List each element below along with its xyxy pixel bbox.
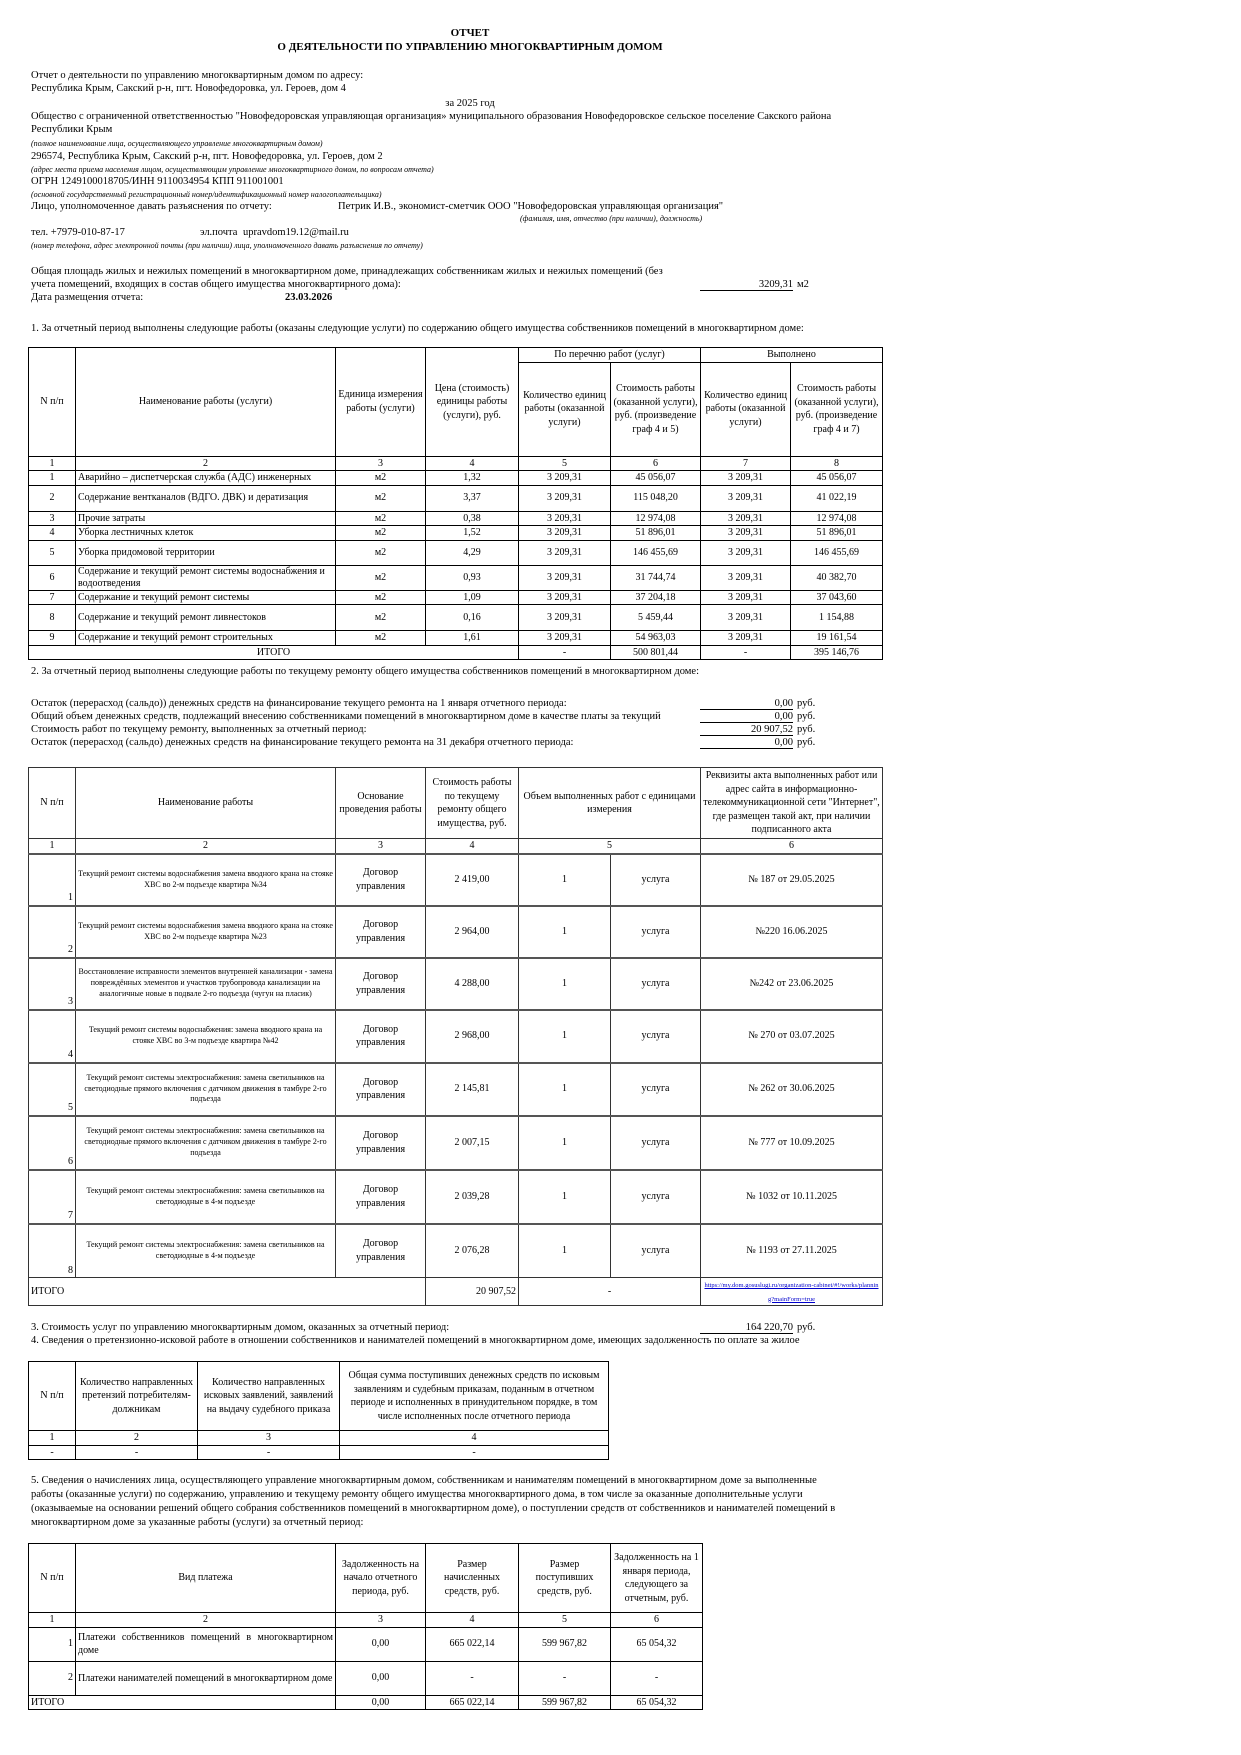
act-details: № 262 от 30.06.2025 [701,1063,883,1116]
unit: м2 [336,485,426,511]
row-number: 8 [29,1224,76,1278]
row-number: 2 [29,485,76,511]
work-name: Текущий ремонт системы электроснабжения: замена светильников на светодиодные прямого включения с датчиком движения в тамбуре 2-го подъезда [76,1116,336,1170]
work-name: Содержание и текущий ремонт ливнестоков [76,605,336,631]
cost-plan: 5 459,44 [611,605,701,631]
work-basis: Договор управления [336,1116,426,1170]
act-details: №242 от 23.06.2025 [701,958,883,1010]
work-name: Прочие затраты [76,511,336,526]
qty-done: 3 209,31 [701,471,791,486]
work-qty: 1 [519,1224,611,1278]
balance-end-value: 0,00 [700,737,793,749]
org-registration-note: (основной государственный регистрационный номер/идентификационный номер налогоплательщика) [31,190,382,199]
total-due-value: 0,00 [700,711,793,723]
unit: м2 [336,605,426,631]
debt-start: 0,00 [336,1627,426,1661]
total-cost: 20 907,52 [426,1278,519,1306]
act-details: № 270 от 03.07.2025 [701,1010,883,1063]
qty-done: 3 209,31 [701,526,791,541]
cost-done: 12 974,08 [791,511,883,526]
contact-note: (номер телефона, адрес электронной почты (при наличии) лица, уполномоченного давать разъяснения по отчету) [31,241,423,250]
act-details: № 1193 от 27.11.2025 [701,1224,883,1278]
col-num: 3 [336,1613,426,1628]
column-number-row [29,839,883,854]
work-qty: 1 [519,906,611,958]
section5-heading-cont: (оказываемые на основании решений общего собрания собственников помещений в многоквартирном доме), о поступлении средств от собственников и нанимателей помещений в [31,1503,836,1514]
act-details: № 187 от 29.05.2025 [701,854,883,906]
row-number: 8 [29,605,76,631]
cost-done: 41 022,19 [791,485,883,511]
col-header-cost: Стоимость работы по текущему ремонту общего имущества, руб. [426,768,519,839]
cost-done: 45 056,07 [791,471,883,486]
cost-done: 51 896,01 [791,526,883,541]
price: 0,93 [426,565,519,590]
debt-end: - [611,1661,703,1695]
price: 0,38 [426,511,519,526]
col-header-price: Цена (стоимость) единицы работы (услуги), руб. [426,348,519,457]
work-qty: 1 [519,854,611,906]
date-value: 23.03.2026 [285,292,333,303]
col-num: 5 [519,456,611,471]
total-qty-plan: - [519,645,611,660]
table-row [29,1170,883,1224]
cell: - [29,1445,76,1460]
act-details: № 1032 от 10.11.2025 [701,1170,883,1224]
col-num: 7 [701,456,791,471]
qty-plan: 3 209,31 [519,526,611,541]
work-basis: Договор управления [336,1170,426,1224]
table-row [29,485,883,511]
col-num: 4 [426,1613,519,1628]
work-qty: 1 [519,1116,611,1170]
work-qty: 1 [519,1170,611,1224]
col-header-n: N п/п [29,1362,76,1431]
table-row [29,526,883,541]
org-name: Общество с ограниченной ответственностью "Новофедоровская управляющая организация» муниципального образования Новофедоровское сельское поселение Сакского района [31,111,832,122]
row-number: 2 [29,1661,76,1695]
qty-plan: 3 209,31 [519,631,611,646]
col-num: 2 [76,1431,198,1446]
price: 3,37 [426,485,519,511]
cost-plan: 54 963,03 [611,631,701,646]
col-num: 6 [701,839,883,854]
row-number: 9 [29,631,76,646]
current-repair-table [28,767,883,1306]
row-number: 1 [29,1627,76,1661]
work-basis: Договор управления [336,854,426,906]
work-name: Содержание и текущий ремонт системы [76,590,336,605]
qty-done: 3 209,31 [701,605,791,631]
col-header-volume: Объем выполненных работ с единицами измерения [519,768,701,839]
col-num: 2 [76,1613,336,1628]
table-row [29,540,883,565]
cost-plan: 146 455,69 [611,540,701,565]
act-details: №220 16.06.2025 [701,906,883,958]
area-unit: м2 [797,279,809,290]
cost-plan: 115 048,20 [611,485,701,511]
debt-start: 0,00 [336,1661,426,1695]
total-label: ИТОГО [29,1695,336,1710]
table-row [29,854,883,906]
qty-plan: 3 209,31 [519,565,611,590]
repair-cost-value: 20 907,52 [700,724,793,736]
work-name: Содержание и текущий ремонт системы водоснабжения и водоотведения [76,565,336,590]
cost-plan: 37 204,18 [611,590,701,605]
section5-heading: 5. Сведения о начислениях лица, осуществляющего управление многоквартирным домом, собственникам и нанимателям помещений в многоквартирном доме за выполненные [31,1475,817,1486]
work-cost: 2 007,15 [426,1116,519,1170]
col-header-lawsuits: Количество направленных исковых заявлений, заявлений на выдачу судебного приказа [198,1362,340,1431]
col-header-unit: Единица измерения работы (услуги) [336,348,426,457]
table-row [29,1010,883,1063]
balance-start-value: 0,00 [700,698,793,710]
table-row [29,1063,883,1116]
cell: - [198,1445,340,1460]
unit: м2 [336,565,426,590]
work-unit: услуга [611,1010,701,1063]
responsible-note: (фамилия, имя, отчество (при наличии), должность) [520,214,703,223]
work-name: Уборка придомовой территории [76,540,336,565]
work-basis: Договор управления [336,1063,426,1116]
unit: м2 [336,540,426,565]
phone: тел. +7979-010-87-17 [31,227,125,238]
cost-done: 40 382,70 [791,565,883,590]
table-row [29,1661,703,1695]
management-cost-value: 164 220,70 [700,1322,793,1334]
table-row [29,906,883,958]
cost-done: 37 043,60 [791,590,883,605]
qty-done: 3 209,31 [701,565,791,590]
total-row [29,645,883,660]
total-row [29,1278,883,1306]
work-cost: 2 039,28 [426,1170,519,1224]
total-debt-start: 0,00 [336,1695,426,1710]
col-num: 3 [336,456,426,471]
total-due-label: Общий объем денежных средств, подлежащий внесению собственниками помещений в многоквартирном доме в качестве платы за текущий [31,711,661,722]
total-due-unit: руб. [797,711,816,722]
table-row [29,1224,883,1278]
work-name: Уборка лестничных клеток [76,526,336,541]
col-num: 1 [29,1431,76,1446]
work-name: Текущий ремонт системы электроснабжения: замена светильников на светодиодные прямого включения с датчиком движения в тамбуре 2-го подъезда [76,1063,336,1116]
column-number-row [29,456,883,471]
row-number: 1 [29,471,76,486]
report-period: за 2025 год [445,98,495,109]
col-header-recovered: Общая сумма поступивших денежных средств по исковым заявлениям и судебным приказам, поданным в отчетном периоде и исполненных в принудительном порядке, в том числе исполненных после отчетного периода [340,1362,609,1431]
col-header-n: N п/п [29,768,76,839]
work-basis: Договор управления [336,1224,426,1278]
col-num: 4 [426,839,519,854]
total-charged: 665 022,14 [426,1695,519,1710]
col-num: 4 [340,1431,609,1446]
col-header-basis: Основание проведения работы [336,768,426,839]
total-cost-done: 395 146,76 [791,645,883,660]
row-number: 4 [29,1010,76,1063]
work-basis: Договор управления [336,958,426,1010]
col-num: 1 [29,1613,76,1628]
maintenance-works-table [28,347,883,660]
org-name-note: (полное наименование лица, осуществляющего управление многоквартирным домом) [31,139,323,148]
col-num: 6 [611,1613,703,1628]
total-qty-done: - [701,645,791,660]
table-row [29,565,883,590]
col-header-payment-type: Вид платежа [76,1544,336,1613]
work-name: Текущий ремонт системы водоснабжения: замена вводного крана на стояке ХВС во 3-м подъезде квартира №42 [76,1010,336,1063]
cell: - [340,1445,609,1460]
table-row [29,605,883,631]
col-header-name: Наименование работы (услуги) [76,348,336,457]
house-address: Республика Крым, Сакский р-н, пгт. Новофедоровка, ул. Героев, дом 4 [31,83,346,94]
price: 0,16 [426,605,519,631]
qty-plan: 3 209,31 [519,540,611,565]
work-name: Восстановление исправности элементов внутренней канализации - замена повреждённых элементов и участков трубопровода канализации на аналогичные новые в подвале 2-го подъезда (чугун на пласик) [76,958,336,1010]
org-address: 296574, Республика Крым, Сакский р-н, пгт. Новофедоровка, ул. Героев, дом 2 [31,151,383,162]
col-num: 2 [76,839,336,854]
col-header-n: N п/п [29,348,76,457]
col-header-received: Размер поступивших средств, руб. [519,1544,611,1613]
section2-heading: 2. За отчетный период выполнены следующие работы по текущему ремонту общего имущества собственников помещений в многоквартирном доме: [31,666,700,677]
cost-done: 19 161,54 [791,631,883,646]
work-basis: Договор управления [336,906,426,958]
total-label: ИТОГО [29,645,519,660]
section5-heading-cont: работы (оказанные услуги) по содержанию, управлению и текущему ремонту общего имущества многоквартирного дома, в том числе за оказанные дополнительные услуги [31,1489,803,1500]
org-address-note: (адрес места приема населения лицом, осуществляющим управление многоквартирного домом, по вопросам отчета) [31,165,434,174]
col-header-claims: Количество направленных претензий потребителям-должникам [76,1362,198,1431]
table-row [29,958,883,1010]
qty-plan: 3 209,31 [519,471,611,486]
work-name: Содержание вентканалов (ВДГО. ДВК) и дератизация [76,485,336,511]
qty-done: 3 209,31 [701,590,791,605]
work-unit: услуга [611,958,701,1010]
section5-heading-cont: многоквартирном доме за указанные работы (услуги) за отчетный период: [31,1517,364,1528]
cost-plan: 31 744,74 [611,565,701,590]
col-num: 3 [336,839,426,854]
column-number-row [29,1613,703,1628]
management-cost-unit: руб. [797,1322,816,1333]
unit: м2 [336,511,426,526]
repair-cost-unit: руб. [797,724,816,735]
balance-end-label: Остаток (перерасход (сальдо) денежных средств на финансирование текущего ремонта на 31 декабря отчетного периода: [31,737,574,748]
col-header-act: Реквизиты акта выполненных работ или адрес сайта в информационно-телекоммуникационной сети "Интернет", где размещен такой акт, при наличии подписанного акта [701,768,883,839]
cost-plan: 45 056,07 [611,471,701,486]
unit: м2 [336,590,426,605]
cost-plan: 51 896,01 [611,526,701,541]
col-header-name: Наименование работы [76,768,336,839]
responsible-label: Лицо, уполномоченное давать разъяснения по отчету: [31,201,272,212]
col-num: 5 [519,839,701,854]
work-cost: 2 419,00 [426,854,519,906]
act-details: № 777 от 10.09.2025 [701,1116,883,1170]
col-header-n: N п/п [29,1544,76,1613]
work-qty: 1 [519,958,611,1010]
row-number: 5 [29,540,76,565]
payment-type: Платежи собственников помещений в многоквартирном доме [76,1627,336,1661]
work-unit: услуга [611,906,701,958]
work-name: Текущий ремонт системы электроснабжения: замена светильников на светодиодные в 4-м подъезде [76,1224,336,1278]
work-name: Содержание и текущий ремонт строительных [76,631,336,646]
section1-heading: 1. За отчетный период выполнены следующие работы (оказаны следующие услуги) по содержанию общего имущества собственников помещений в многоквартирном доме: [31,323,804,334]
area-value: 3209,31 [700,279,793,291]
work-unit: услуга [611,854,701,906]
unit: м2 [336,526,426,541]
date-label: Дата размещения отчета: [31,292,144,303]
area-text: Общая площадь жилых и нежилых помещений в многоквартирном доме, принадлежащих собственникам жилых и нежилых помещений (без [31,266,663,277]
repair-cost-label: Стоимость работ по текущему ремонту, выполненных за отчетный период: [31,724,367,735]
table-row [29,471,883,486]
price: 4,29 [426,540,519,565]
col-num: 5 [519,1613,611,1628]
table-row [29,1445,609,1460]
work-unit: услуга [611,1224,701,1278]
col-header-cost-done: Стоимость работы (оказанной услуги), руб. (произведение граф 4 и 7) [791,362,883,456]
cell: - [76,1445,198,1460]
report-subtitle: О ДЕЯТЕЛЬНОСТИ ПО УПРАВЛЕНИЮ МНОГОКВАРТИРНЫМ ДОМОМ [277,41,663,53]
total-label: ИТОГО [29,1278,426,1306]
cost-done: 146 455,69 [791,540,883,565]
col-num: 4 [426,456,519,471]
price: 1,32 [426,471,519,486]
group-header-plan: По перечню работ (услуг) [519,348,701,363]
work-cost: 2 145,81 [426,1063,519,1116]
work-unit: услуга [611,1116,701,1170]
section4-heading: 4. Сведения о претензионно-исковой работе в отношении собственников и нанимателей помещений в многоквартирном доме, имеющих задолженность по оплате за жилое [31,1335,800,1346]
col-header-qty-done: Количество единиц работы (оказанной услуги) [701,362,791,456]
qty-done: 3 209,31 [701,485,791,511]
charged: - [426,1661,519,1695]
qty-done: 3 209,31 [701,540,791,565]
work-cost: 2 964,00 [426,906,519,958]
group-header-done: Выполнено [701,348,883,363]
org-registration: ОГРН 1249100018705/ИНН 9110034954 КПП 911001001 [31,176,284,187]
col-num: 8 [791,456,883,471]
area-text-cont: учета помещений, входящих в состав общего имущества многоквартирного дома): [31,279,401,290]
cost-done: 1 154,88 [791,605,883,631]
total-cost-plan: 500 801,44 [611,645,701,660]
total-qty: - [519,1278,701,1306]
col-num: 6 [611,456,701,471]
total-received: 599 967,82 [519,1695,611,1710]
row-number: 4 [29,526,76,541]
gis-zhkh-link[interactable]: https://my.dom.gosuslugi.ru/organization-cabinet/#!/works/planning?mainForm=true [704,1282,879,1303]
price: 1,61 [426,631,519,646]
payments-table [28,1543,703,1710]
row-number: 3 [29,958,76,1010]
col-header-debt-start: Задолженность на начало отчетного периода, руб. [336,1544,426,1613]
col-header-charged: Размер начисленных средств, руб. [426,1544,519,1613]
row-number: 2 [29,906,76,958]
work-name: Аварийно – диспетчерская служба (АДС) инженерных [76,471,336,486]
unit: м2 [336,471,426,486]
org-name-cont: Республики Крым [31,124,113,135]
row-number: 6 [29,1116,76,1170]
table-row [29,1116,883,1170]
qty-plan: 3 209,31 [519,590,611,605]
email[interactable]: upravdom19.12@mail.ru [243,227,349,238]
claims-table [28,1361,609,1460]
table-row [29,1627,703,1661]
work-name: Текущий ремонт системы водоснабжения замена вводного крана на стояке ХВС во 2-м подъезде квартира №34 [76,854,336,906]
col-num: 1 [29,839,76,854]
col-num: 1 [29,456,76,471]
email-label: эл.почта [200,227,238,238]
responsible-person: Петрик И.В., экономист-сметчик ООО "Новофедоровская управляющая организация" [338,201,724,212]
work-name: Текущий ремонт системы электроснабжения: замена светильников на светодиодные в 4-м подъезде [76,1170,336,1224]
col-header-cost-plan: Стоимость работы (оказанной услуги), руб. (произведение граф 4 и 5) [611,362,701,456]
row-number: 6 [29,565,76,590]
col-header-debt-end: Задолженность на 1 января периода, следующего за отчетным, руб. [611,1544,703,1613]
qty-plan: 3 209,31 [519,485,611,511]
cost-plan: 12 974,08 [611,511,701,526]
balance-start-label: Остаток (перерасход (сальдо)) денежных средств на финансирование текущего ремонта на 1 января отчетного периода: [31,698,567,709]
qty-done: 3 209,31 [701,511,791,526]
report-title: ОТЧЕТ [450,27,490,39]
total-row [29,1695,703,1710]
unit: м2 [336,631,426,646]
row-number: 7 [29,590,76,605]
row-number: 1 [29,854,76,906]
col-num: 2 [76,456,336,471]
work-cost: 2 968,00 [426,1010,519,1063]
column-number-row [29,1431,609,1446]
row-number: 5 [29,1063,76,1116]
table-row [29,511,883,526]
price: 1,52 [426,526,519,541]
balance-start-unit: руб. [797,698,816,709]
table-row [29,631,883,646]
qty-plan: 3 209,31 [519,605,611,631]
work-unit: услуга [611,1063,701,1116]
price: 1,09 [426,590,519,605]
table-row [29,590,883,605]
work-cost: 4 288,00 [426,958,519,1010]
work-qty: 1 [519,1010,611,1063]
work-unit: услуга [611,1170,701,1224]
balance-end-unit: руб. [797,737,816,748]
work-basis: Договор управления [336,1010,426,1063]
work-qty: 1 [519,1063,611,1116]
qty-done: 3 209,31 [701,631,791,646]
col-header-qty-plan: Количество единиц работы (оказанной услуги) [519,362,611,456]
col-num: 3 [198,1431,340,1446]
row-number: 3 [29,511,76,526]
debt-end: 65 054,32 [611,1627,703,1661]
address-label: Отчет о деятельности по управлению многоквартирным домом по адресу: [31,70,364,81]
received: 599 967,82 [519,1627,611,1661]
work-name: Текущий ремонт системы водоснабжения замена вводного крана на стояке ХВС во 2-м подъезде квартира №23 [76,906,336,958]
qty-plan: 3 209,31 [519,511,611,526]
row-number: 7 [29,1170,76,1224]
work-cost: 2 076,28 [426,1224,519,1278]
section3-label: 3. Стоимость услуг по управлению многоквартирным домом, оказанных за отчетный период: [31,1322,450,1333]
charged: 665 022,14 [426,1627,519,1661]
payment-type: Платежи нанимателей помещений в многоквартирном доме [76,1661,336,1695]
received: - [519,1661,611,1695]
total-debt-end: 65 054,32 [611,1695,703,1710]
